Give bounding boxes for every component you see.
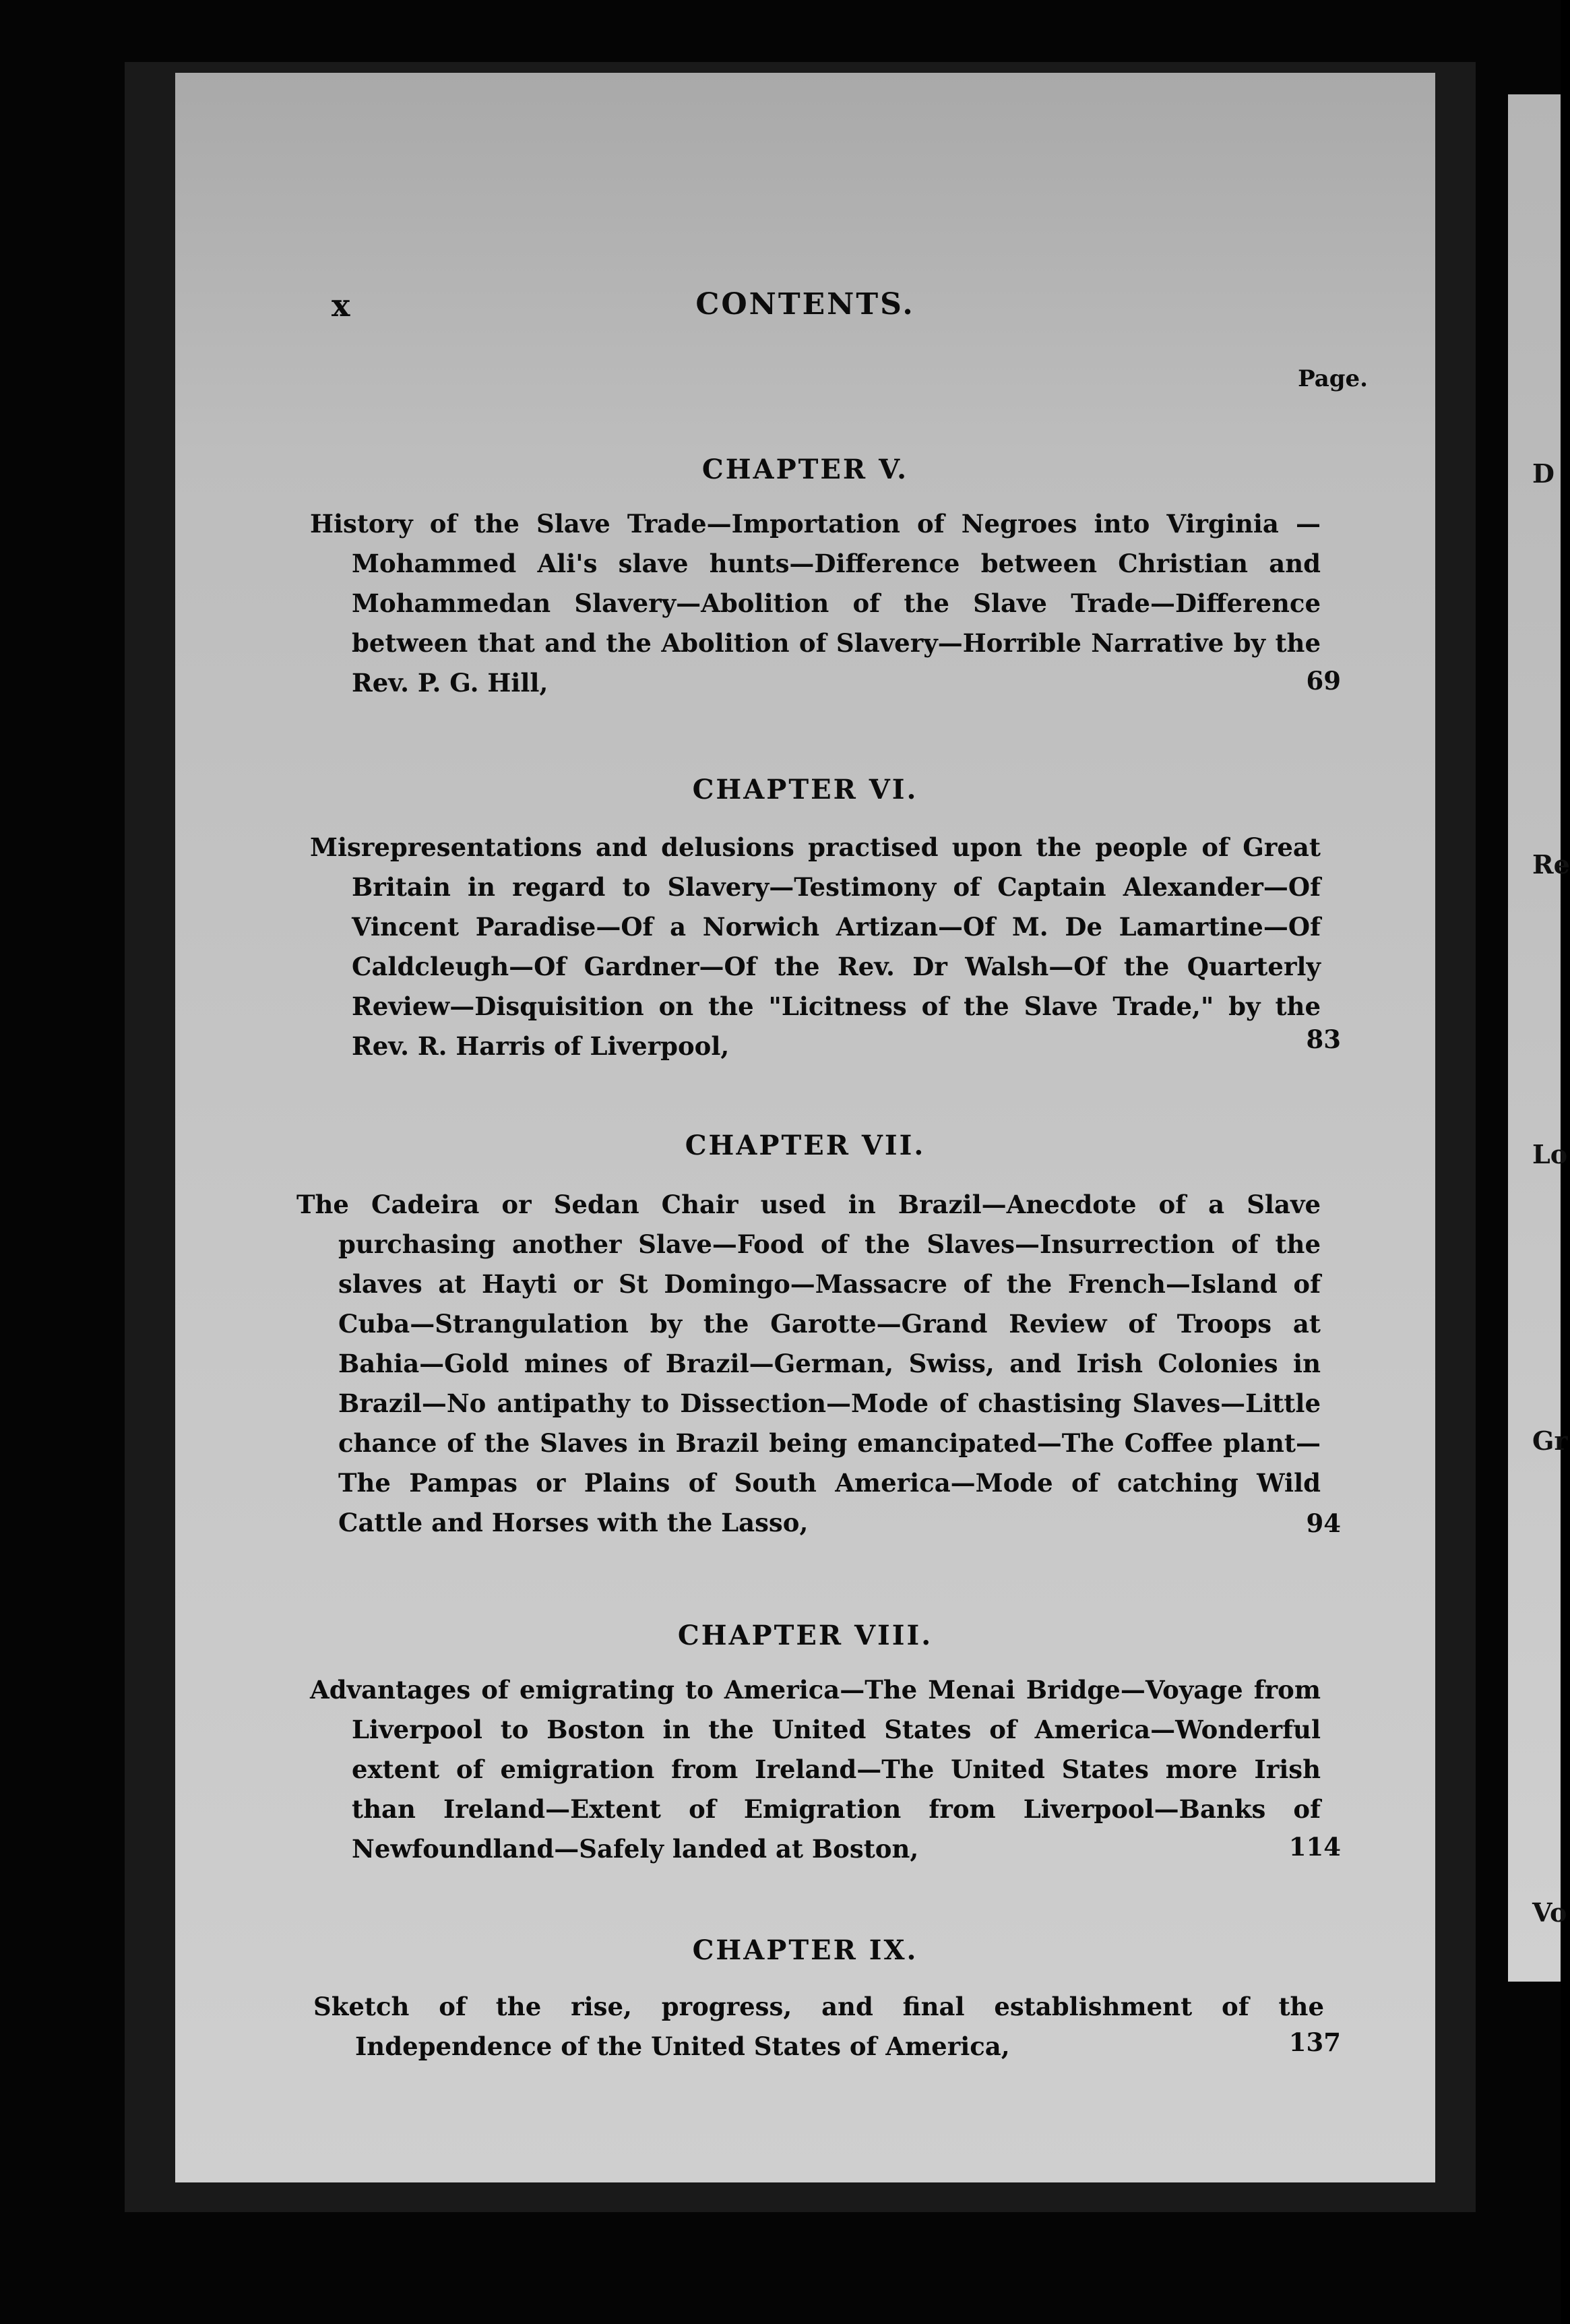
chapter-summary (296, 1185, 1321, 1543)
running-head: CONTENTS. (695, 287, 915, 322)
page-column-label: Page. (1298, 365, 1368, 392)
chapter-page-number: 114 (1288, 1832, 1341, 1862)
facing-page-fragment (1508, 94, 1570, 1982)
chapter-page-number: 137 (1288, 2027, 1341, 2057)
chapter-page-number: 94 (1306, 1508, 1341, 1538)
chapter-page-number: 83 (1306, 1025, 1341, 1054)
chapter-summary-text: Misrepresentations and delusions practised upon the people of Great Britain in regard to Slavery—Testimony of Captain Alexander—Of Vincent Paradise—Of a Norwich Artizan—Of M. De Lamartine—Of Caldcleugh—Of Gardner—Of the Rev. Dr Walsh—Of the Quarterly Review—Disquisition on the "Licitness of the Slave Trade," by the Rev. R. Harris of Liverpool, (310, 832, 1321, 1061)
facing-page-letters: Lo (1532, 1139, 1568, 1169)
book-page (175, 73, 1435, 2182)
chapter-heading: CHAPTER V. (701, 454, 909, 485)
chapter-summary-text: Sketch of the rise, progress, and final establishment of the Independence of the United States of America, (313, 1992, 1324, 2061)
chapter-summary (310, 828, 1321, 1066)
chapter-summary-text: Advantages of emigrating to America—The Menai Bridge—Voyage from Liverpool to Boston in the United States of America—Wonderful extent of emigration from Ireland—The United States more Irish than Ireland—Extent of Emigration from Liverpool—Banks of Newfoundland—Safely landed at Boston, (310, 1675, 1321, 1864)
chapter-page-number: 69 (1306, 666, 1341, 696)
chapter-summary-text: History of the Slave Trade—Importation of Negroes into Virginia —Mohammed Ali's slave hunts—Difference between Christian and Mohammedan Slavery—Abolition of the Slave Trade—Difference between that and the Abolition of Slavery—Horrible Narrative by the Rev. P. G. Hill, (310, 509, 1321, 698)
facing-page-letters: D (1532, 458, 1555, 489)
chapter-summary (313, 1987, 1324, 2067)
chapter-heading: CHAPTER VII. (685, 1130, 926, 1161)
chapter-summary (310, 504, 1321, 703)
chapter-heading: CHAPTER VI. (692, 774, 918, 805)
facing-page-letters: Re (1532, 849, 1570, 880)
facing-page-letters: Vo (1532, 1897, 1567, 1928)
chapter-summary (310, 1670, 1321, 1869)
chapter-heading: CHAPTER VIII. (677, 1620, 933, 1651)
chapter-summary-text: The Cadeira or Sedan Chair used in Brazil—Anecdote of a Slave purchasing another Slave—Food of the Slaves—Insurrection of the slaves at Hayti or St Domingo—Massacre of the French—Island of Cuba—Strangulation by the Garotte—Grand Review of Troops at Bahia—Gold mines of Brazil—German, Swiss, and Irish Colonies in Brazil—No antipathy to Dissection—Mode of chastising Slaves—Little chance of the Slaves in Brazil being emancipated—The Coffee plant—The Pampas or Plains of South America—Mode of catching Wild Cattle and Horses with the Lasso, (296, 1190, 1321, 1537)
facing-page-letters: Gr (1532, 1426, 1568, 1456)
chapter-heading: CHAPTER IX. (692, 1934, 918, 1966)
page-folio: x (332, 287, 352, 324)
